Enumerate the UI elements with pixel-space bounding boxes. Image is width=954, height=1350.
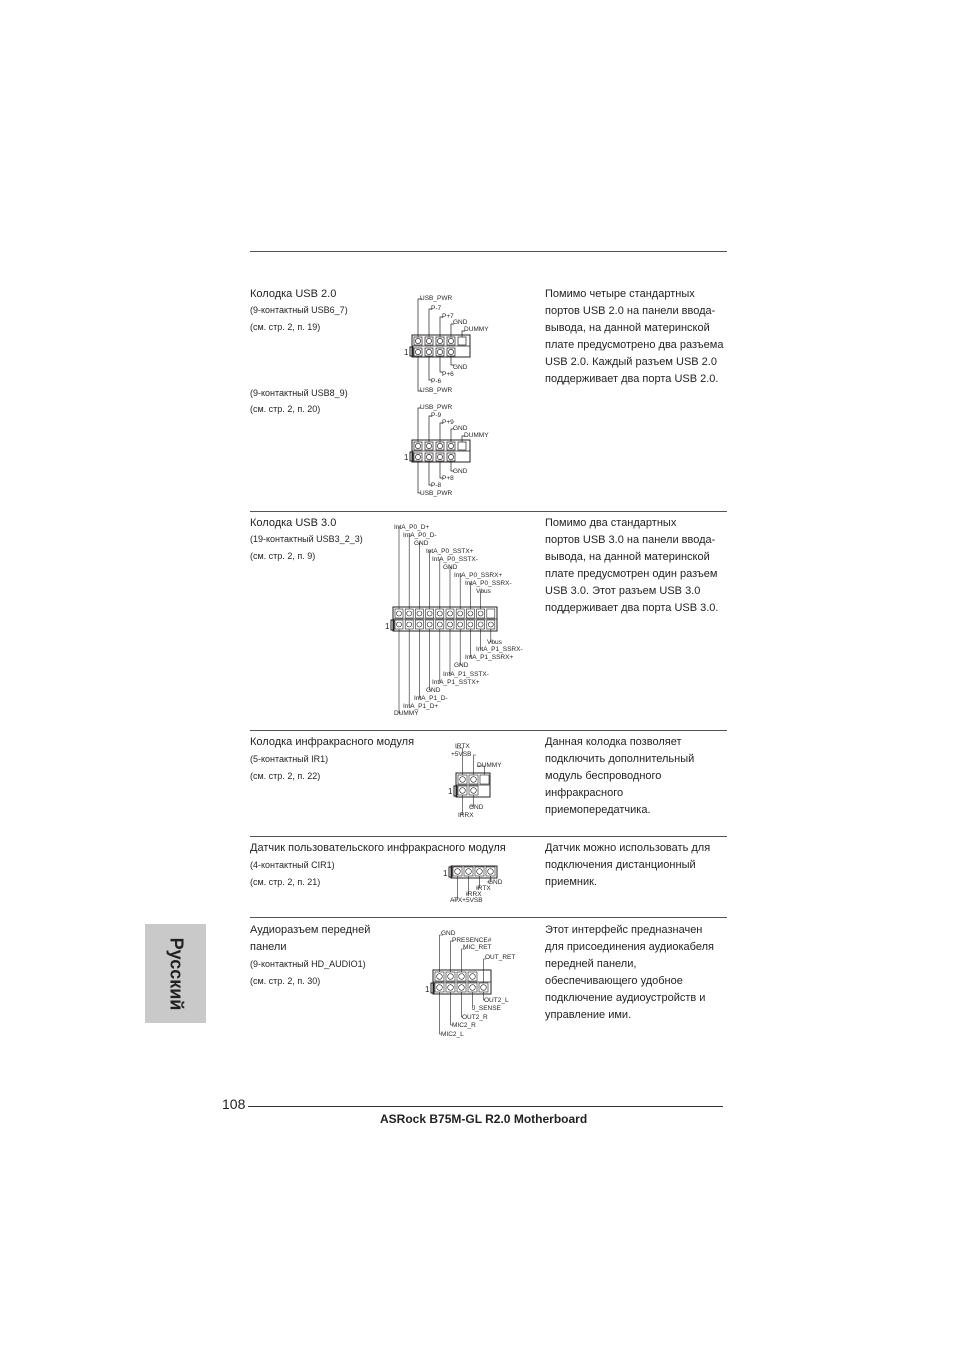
usb3-desc-line: Помимо два стандартных bbox=[545, 517, 677, 529]
usb3-desc-line: портов USB 3.0 на панели ввода- bbox=[545, 534, 716, 546]
usb2-b-pin-label: P-9 bbox=[431, 412, 442, 419]
usb2-a-pin-label: GND bbox=[453, 364, 468, 371]
usb2-b-pin-label: GND bbox=[453, 425, 468, 432]
audio-desc-line: управление ими. bbox=[545, 1009, 632, 1021]
audio-pin-label: OUT_RET bbox=[485, 954, 516, 961]
usb2-header-diagram-b bbox=[400, 400, 510, 500]
cir-pin-label: IRRX bbox=[466, 891, 482, 898]
usb3-pin-label: IntA_P1_SSRX+ bbox=[465, 654, 514, 661]
usb3-header-diagram bbox=[385, 520, 535, 720]
usb3-pin-label: DUMMY bbox=[394, 710, 419, 717]
cir-desc-line: Датчик можно использовать для bbox=[545, 842, 711, 854]
language-side-tab bbox=[145, 924, 206, 1023]
usb3-pin-label: Vbus bbox=[476, 588, 491, 595]
audio-pin-label: GND bbox=[441, 930, 456, 937]
usb3-leader-line bbox=[470, 629, 472, 657]
usb3-pin-label: IntA_P0_SSTX+ bbox=[426, 548, 474, 555]
ir-description bbox=[545, 734, 694, 819]
audio-title-1: Аудиоразъем передней bbox=[250, 924, 371, 936]
usb3-pin-label: GND bbox=[454, 662, 469, 669]
usb3-description bbox=[545, 515, 718, 617]
pin-one-marker: 1 bbox=[425, 985, 430, 994]
usb3-pin-contact bbox=[468, 622, 473, 627]
audio-pin-label: MIC2_L bbox=[441, 1031, 464, 1038]
ir-sub-2: (см. стр. 2, п. 22) bbox=[250, 771, 321, 781]
pin-one-marker: 1 bbox=[385, 622, 390, 631]
ir-desc-line: инфракрасного bbox=[545, 787, 624, 799]
cir-pin-label: GND bbox=[488, 879, 503, 886]
audio-description bbox=[545, 922, 714, 1024]
usb3-desc-line: USB 3.0. Этот разъем USB 3.0 bbox=[545, 585, 701, 597]
section-divider bbox=[250, 511, 727, 512]
usb3-pin-contact bbox=[407, 622, 412, 627]
usb3-pin-contact bbox=[478, 622, 483, 627]
usb2-a-pin-label: USB_PWR bbox=[420, 387, 453, 394]
ir-title: Колодка инфракрасного модуля bbox=[250, 736, 415, 748]
footer-rule bbox=[248, 1106, 723, 1107]
ir-pin-label: IRTX bbox=[455, 743, 470, 750]
usb3-desc-line: плате предусмотрен один разъем bbox=[545, 568, 718, 580]
ir-desc-line: подключить дополнительный bbox=[545, 753, 695, 765]
usb2-a-pin-label: P+7 bbox=[442, 313, 454, 320]
usb2-a-pin-label: DUMMY bbox=[464, 326, 489, 333]
audio-title-2: панели bbox=[250, 941, 287, 953]
usb2-b-pin-label: USB_PWR bbox=[420, 404, 453, 411]
usb3-leader-line bbox=[460, 575, 462, 609]
audio-desc-line: передней панели, bbox=[545, 958, 637, 970]
page-number: 108 bbox=[222, 1096, 246, 1112]
ir-pin-label: IRRX bbox=[458, 812, 474, 819]
usb3-leader-line bbox=[450, 567, 452, 609]
usb2-b-pin-label: DUMMY bbox=[464, 432, 489, 439]
usb2-b-pin-label: GND bbox=[453, 468, 468, 475]
cir-sub-1: (4-контактный CIR1) bbox=[250, 860, 335, 870]
usb3-pin-label: IntA_P0_D- bbox=[403, 532, 437, 539]
usb3-pin-contact bbox=[397, 611, 402, 616]
audio-pin-label: MIC_RET bbox=[463, 944, 492, 951]
usb3-leader-line bbox=[460, 629, 462, 665]
usb2-b-pin-label: P+9 bbox=[442, 419, 454, 426]
usb3-title: Колодка USB 3.0 bbox=[250, 517, 337, 529]
usb2-sub2-1: (9-контактный USB8_9) bbox=[250, 388, 348, 398]
usb2-desc-line: поддерживает два порта USB 2.0. bbox=[545, 373, 719, 385]
usb3-pin-contact bbox=[417, 611, 422, 616]
usb3-pin-label: IntA_P1_SSTX+ bbox=[432, 679, 480, 686]
usb3-pin-contact bbox=[427, 611, 432, 616]
usb3-pin-contact bbox=[458, 611, 463, 616]
section-divider bbox=[250, 917, 727, 918]
pin-one-marker: 1 bbox=[404, 348, 409, 357]
audio-pin-label: PRESENCE# bbox=[452, 937, 492, 944]
top-rule bbox=[250, 251, 727, 252]
audio-desc-line: для присоединения аудиокабеля bbox=[545, 941, 714, 953]
section-divider bbox=[250, 836, 727, 837]
usb3-leader-line bbox=[399, 629, 401, 713]
cir-description bbox=[545, 840, 710, 891]
usb2-a-pin-label: P-6 bbox=[431, 378, 442, 385]
ir-header-diagram bbox=[450, 740, 520, 822]
usb3-leader-line bbox=[399, 527, 401, 609]
usb3-pin-contact bbox=[397, 622, 402, 627]
usb2-desc-line: USB 2.0. Каждый разъем USB 2.0 bbox=[545, 356, 717, 368]
usb2-b-pin-label: P-8 bbox=[431, 482, 442, 489]
usb2-sub2-2: (см. стр. 2, п. 20) bbox=[250, 404, 321, 414]
ir-pin-label: DUMMY bbox=[477, 762, 502, 769]
usb3-pin-contact bbox=[468, 611, 473, 616]
usb2-header-diagram-a bbox=[400, 290, 510, 396]
usb3-pin-contact bbox=[437, 611, 442, 616]
usb3-pin-label: IntA_P1_SSRX- bbox=[476, 646, 523, 653]
audio-pin-label: MIC2_R bbox=[452, 1022, 476, 1029]
audio-sub-2: (см. стр. 2, п. 30) bbox=[250, 976, 321, 986]
usb3-pin-label: IntA_P0_SSRX+ bbox=[454, 572, 503, 579]
usb2-a-pin-label: P-7 bbox=[431, 305, 442, 312]
usb2-sub-2: (см. стр. 2, п. 19) bbox=[250, 322, 321, 332]
usb3-pin-label: IntA_P0_SSRX- bbox=[465, 580, 512, 587]
audio-desc-line: Этот интерфейс предназначен bbox=[545, 924, 703, 936]
audio-pin-label: OUT2_L bbox=[484, 997, 509, 1004]
usb3-pin-contact bbox=[478, 611, 483, 616]
usb3-leader-line bbox=[419, 543, 421, 609]
usb3-leader-line bbox=[409, 629, 411, 706]
ir-desc-line: модуль беспроводного bbox=[545, 770, 662, 782]
usb3-leader-line bbox=[440, 559, 442, 609]
usb3-pin-label: GND bbox=[414, 540, 429, 547]
cir-title: Датчик пользовательского инфракрасного модуля bbox=[250, 842, 506, 854]
pin-one-marker: 1 bbox=[443, 869, 448, 878]
usb2-b-pin-label: USB_PWR bbox=[420, 490, 453, 497]
language-side-tab-label: Русский bbox=[166, 937, 186, 1010]
usb3-pin-label: Vbus bbox=[487, 639, 502, 646]
usb3-pin-label: IntA_P0_D+ bbox=[394, 524, 430, 531]
usb3-leader-line bbox=[440, 629, 442, 682]
ir-sub-1: (5-контактный IR1) bbox=[250, 754, 329, 764]
usb3-pin-contact bbox=[448, 622, 453, 627]
section-divider bbox=[250, 730, 727, 731]
footer-title: ASRock B75M-GL R2.0 Motherboard bbox=[380, 1112, 588, 1126]
usb3-leader-line bbox=[409, 535, 411, 609]
usb3-desc-line: вывода, на данной материнской bbox=[545, 551, 710, 563]
usb3-pin-label: IntA_P0_SSTX- bbox=[432, 556, 478, 563]
usb3-pin-contact bbox=[437, 622, 442, 627]
usb3-sub-1: (19-контактный USB3_2_3) bbox=[250, 534, 363, 544]
usb3-pin-label: IntA_P1_D- bbox=[414, 695, 448, 702]
usb3-pin-contact bbox=[417, 622, 422, 627]
cir-pin-label: IRTX bbox=[476, 885, 491, 892]
usb2-desc-line: плате предусмотрено два разъема bbox=[545, 339, 724, 351]
usb3-pin-label: IntA_P1_SSTX- bbox=[443, 671, 489, 678]
audio-desc-line: обеспечивающего удобное bbox=[545, 975, 683, 987]
audio-pin-label: J_SENSE bbox=[472, 1005, 501, 1012]
usb3-pin-contact bbox=[407, 611, 412, 616]
pin-one-marker: 1 bbox=[448, 787, 453, 796]
usb2-a-pin-label: GND bbox=[453, 319, 468, 326]
pin-one-marker: 1 bbox=[404, 453, 409, 462]
ir-pin-label: +5VSB bbox=[451, 751, 472, 758]
ir-desc-line: приемопередатчика. bbox=[545, 804, 651, 816]
usb2-title: Колодка USB 2.0 bbox=[250, 288, 337, 300]
usb3-leader-line bbox=[419, 629, 421, 698]
usb3-pin-label: IntA_P1_D+ bbox=[403, 703, 439, 710]
usb3-pin-label: GND bbox=[426, 687, 441, 694]
usb2-desc-line: Помимо четыре стандартных bbox=[545, 288, 695, 300]
audio-sub-1: (9-контактный HD_AUDIO1) bbox=[250, 959, 366, 969]
cir-desc-line: подключения дистанционный bbox=[545, 859, 696, 871]
usb3-pin bbox=[487, 609, 495, 618]
usb2-b-pin-label: P+8 bbox=[442, 475, 454, 482]
usb3-pin-contact bbox=[427, 622, 432, 627]
usb3-desc-line: поддерживает два порта USB 3.0. bbox=[545, 602, 719, 614]
usb2-sub-1: (9-контактный USB6_7) bbox=[250, 305, 348, 315]
usb2-a-pin-label: P+6 bbox=[442, 371, 454, 378]
cir-desc-line: приемник. bbox=[545, 876, 597, 888]
cir-sub-2: (см. стр. 2, п. 21) bbox=[250, 877, 321, 887]
usb3-leader-line bbox=[450, 629, 452, 674]
usb2-desc-line: вывода, на данной материнской bbox=[545, 322, 710, 334]
usb3-pin-contact bbox=[488, 622, 493, 627]
usb2-a-pin-label: USB_PWR bbox=[420, 295, 453, 302]
usb2-desc-line: портов USB 2.0 на панели ввода- bbox=[545, 305, 716, 317]
audio-desc-line: подключение аудиоустройств и bbox=[545, 992, 706, 1004]
usb3-sub-2: (см. стр. 2, п. 9) bbox=[250, 551, 316, 561]
audio-header-diagram bbox=[425, 926, 535, 1042]
cir-pin-label: ATX+5VSB bbox=[450, 897, 483, 904]
cir-header-diagram bbox=[445, 862, 515, 908]
usb2-description bbox=[545, 286, 723, 388]
usb3-pin-contact bbox=[448, 611, 453, 616]
usb3-pin-label: GND bbox=[443, 564, 458, 571]
usb3-pin-contact bbox=[458, 622, 463, 627]
ir-pin-label: GND bbox=[469, 804, 484, 811]
ir-desc-line: Данная колодка позволяет bbox=[545, 736, 682, 748]
audio-pin-label: OUT2_R bbox=[462, 1014, 488, 1021]
